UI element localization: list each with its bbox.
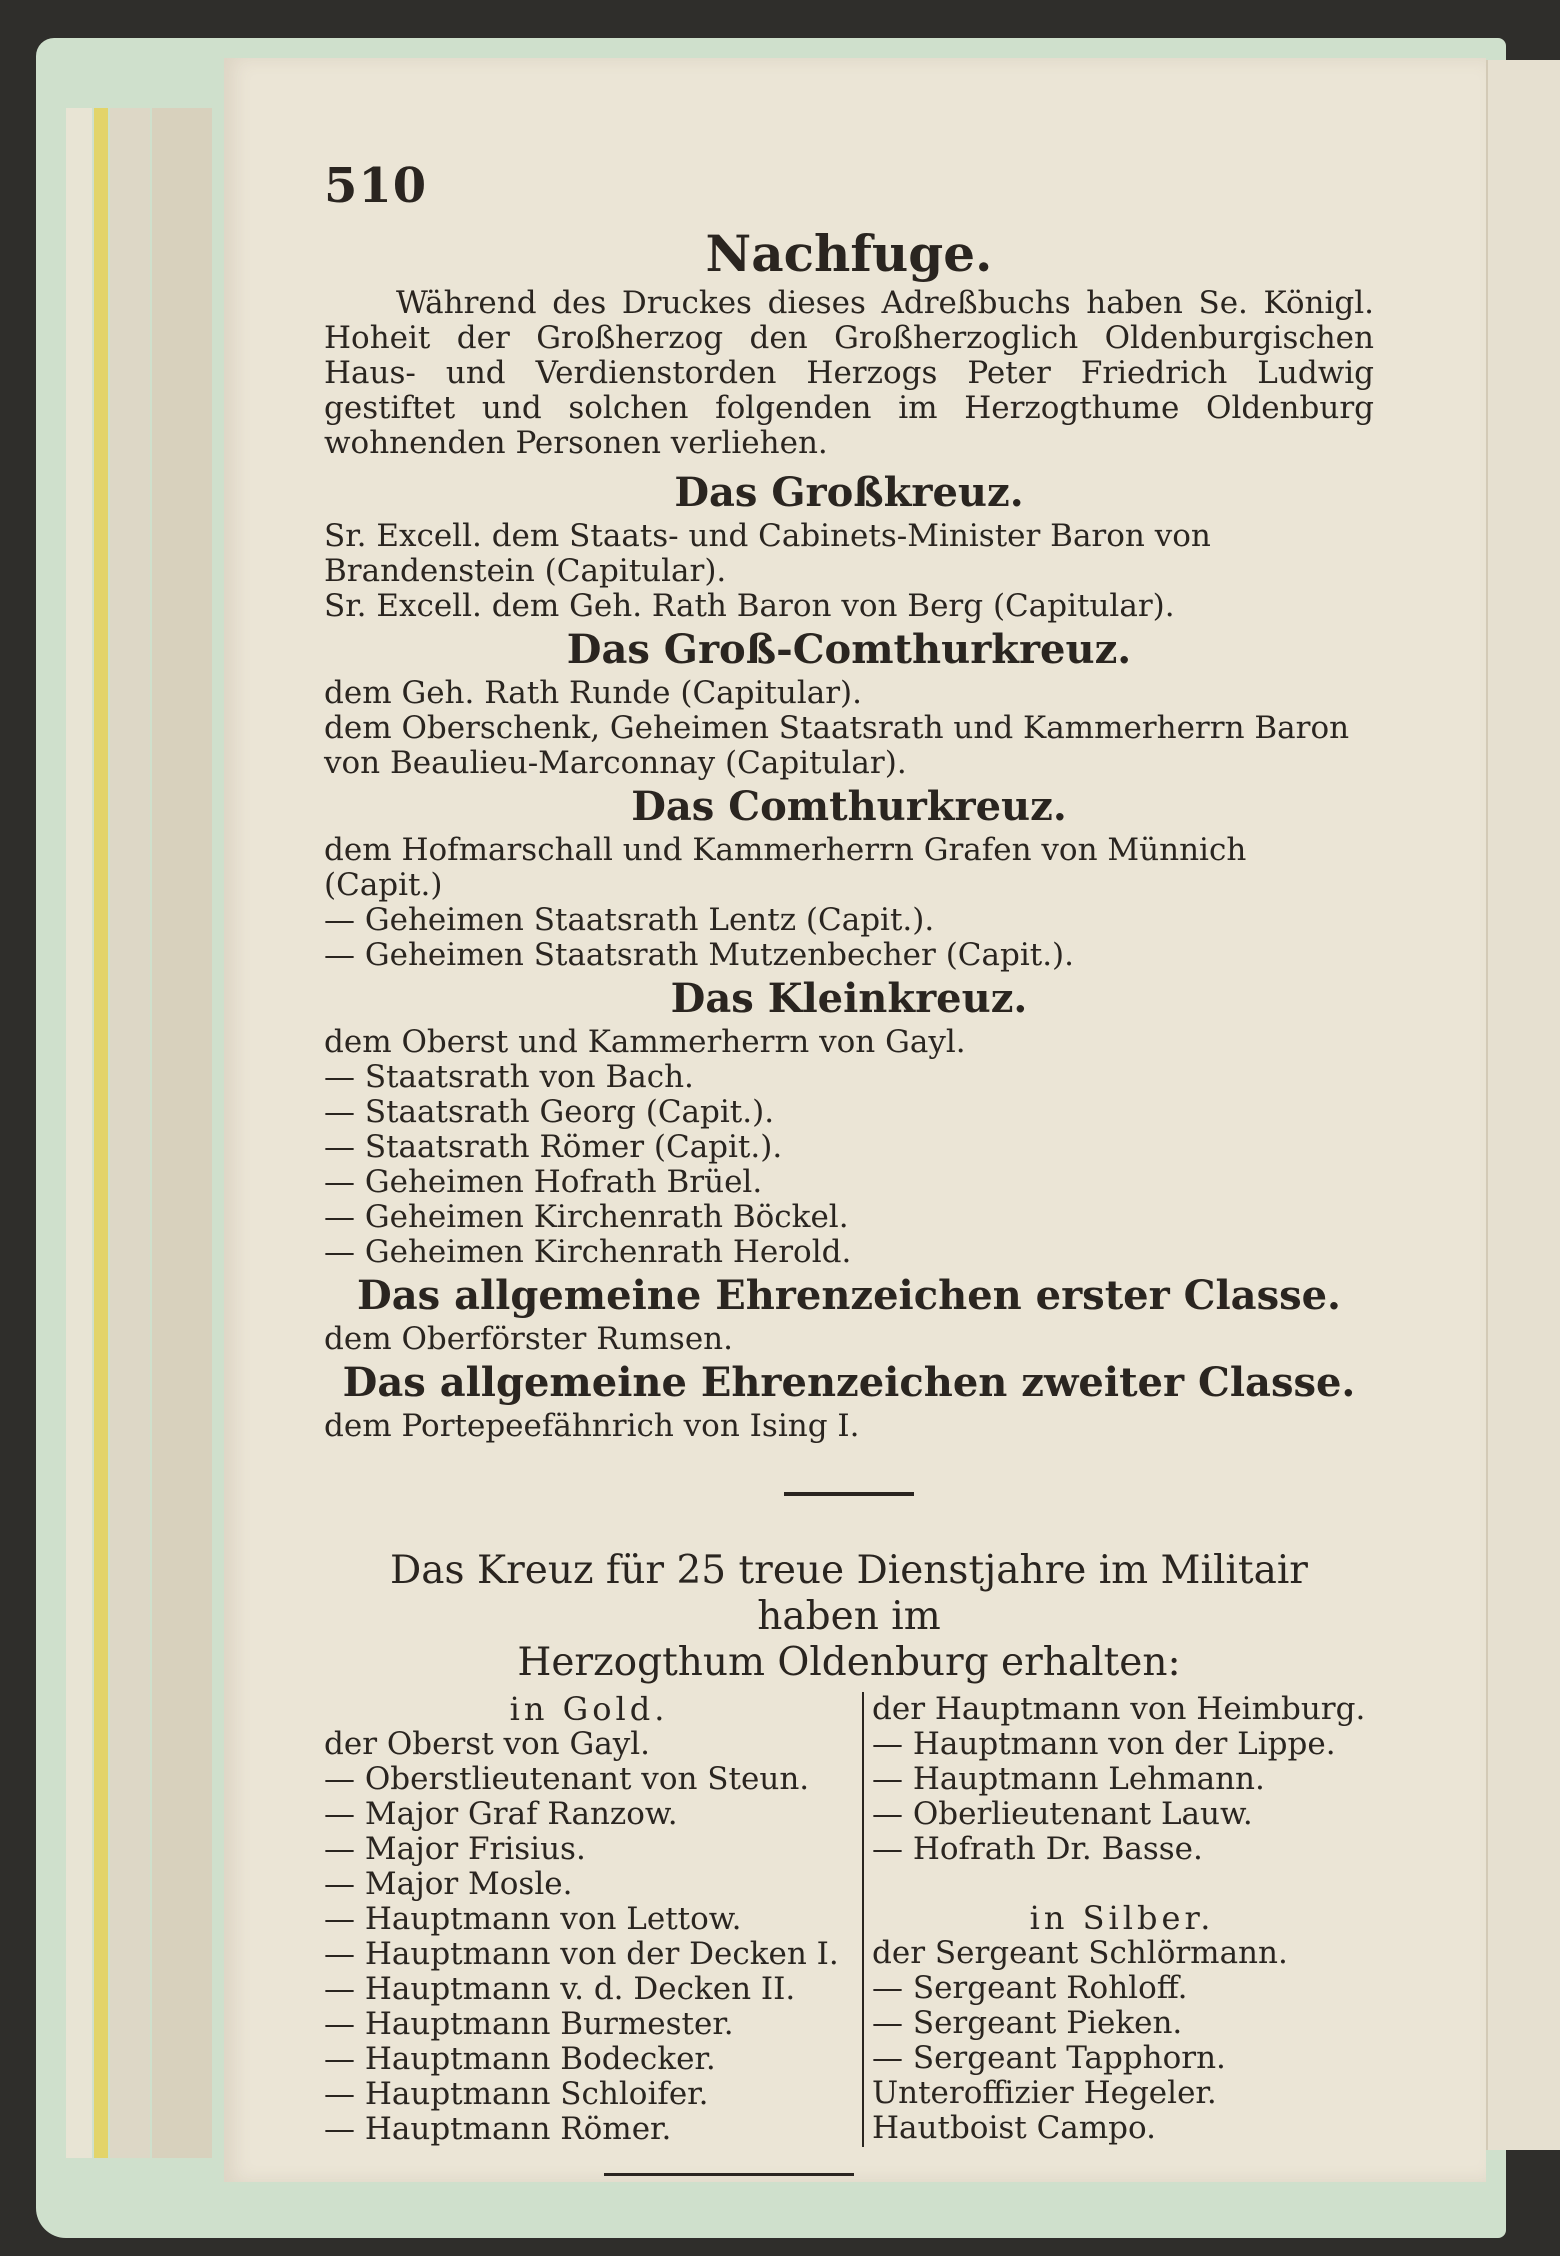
gold-recipient: — Hauptmann von Lettow. [324,1901,742,1937]
section-heading: Das Großkreuz. [674,469,1024,516]
recipient-entry: dem Geh. Rath Runde (Capitular). [324,675,862,711]
silver-recipient: — Sergeant Rohloff. [872,1970,1188,2006]
gold-recipient: — Hauptmann von der Decken I. [324,1936,839,1972]
gold-list-left [324,1727,854,2147]
recipient-entry: — Geheimen Kirchenrath Herold. [324,1234,852,1270]
kreuz-heading-line-1: Das Kreuz für 25 treue Dienstjahre im Militair haben im [390,1548,1308,1639]
order-sections [324,467,1374,1444]
intro-paragraph: Während des Druckes dieses Adreßbuchs haben Se. Königl. Hoheit der Großherzog den Großherzoglich Oldenburgischen Haus- und Verdienstorden Herzogs Peter Friedrich Ludwig gestiftet und solchen folgenden im Herzogthume Oldenburg wohnenden Personen verliehen. [324,285,1374,461]
gold-subheading: in Gold. [509,1690,669,1728]
recipient-entry: dem Oberschenk, Geheimen Staatsrath und Kammerherrn Baron von Beaulieu-Marconnay (Capitular). [324,710,1350,781]
gold-recipient: — Hauptmann von der Lippe. [872,1726,1336,1762]
gold-recipient: — Hofrath Dr. Basse. [872,1831,1203,1867]
recipient-entry: — Staatsrath von Bach. [324,1059,694,1095]
page-title: Nachfuge. [705,224,993,283]
recipient-entry: Sr. Excell. dem Geh. Rath Baron von Berg (Capitular). [324,588,1175,624]
recipient-entry: Sr. Excell. dem Staats- und Cabinets-Minister Baron von Brandenstein (Capitular). [324,518,1211,589]
recipient-entry: dem Portepeefähnrich von Ising I. [324,1408,860,1444]
section-heading: Das Kleinkreuz. [670,975,1028,1022]
silver-subheading: in Silber. [1029,1899,1215,1937]
recipient-entry: — Staatsrath Römer (Capit.). [324,1129,783,1165]
page-edge-stack [110,108,150,2158]
silver-recipient: Unteroffizier Hegeler. [872,2075,1217,2111]
gold-recipient: der Oberst von Gayl. [324,1726,651,1762]
gold-recipient: — Hauptmann Römer. [324,2111,672,2147]
recipient-entry: dem Oberst und Kammerherrn von Gayl. [324,1024,966,1060]
gold-recipient: — Major Graf Ranzow. [324,1796,678,1832]
recipient-entry: — Geheimen Staatsrath Mutzenbecher (Capit.). [324,937,1075,973]
page-edge-stack [152,108,212,2158]
kreuz-heading-line-2: Herzogthum Oldenburg erhalten: [517,1640,1181,1685]
gold-recipient: der Hauptmann von Heimburg. [872,1691,1366,1727]
gold-recipient: — Major Mosle. [324,1866,573,1902]
gold-list-right [872,1692,1372,1867]
yellow-page-edge [94,108,108,2158]
section-heading: Das Groß-Comthurkreuz. [566,626,1132,673]
recipient-entry: — Geheimen Staatsrath Lentz (Capit.). [324,902,935,938]
page-content [324,224,1374,2176]
book-page [224,58,1486,2182]
gold-recipient: — Hauptmann Burmester. [324,2006,734,2042]
facing-page [1486,60,1560,2150]
gold-recipient: — Oberstlieutenant von Steun. [324,1761,810,1797]
section-heading: Das allgemeine Ehrenzeichen erster Classe. [357,1272,1341,1319]
recipient-entry: — Geheimen Kirchenrath Böckel. [324,1199,849,1235]
page-edge-stack [66,108,92,2158]
section-heading: Das allgemeine Ehrenzeichen zweiter Classe. [342,1359,1356,1406]
recipient-columns [324,1692,1374,2147]
recipient-entry: — Geheimen Hofrath Brüel. [324,1164,763,1200]
silver-recipient: der Sergeant Schlörmann. [872,1935,1288,1971]
section-divider [784,1492,914,1496]
silver-list [872,1936,1372,2146]
recipient-entry: dem Oberförster Rumsen. [324,1321,733,1357]
silver-recipient: — Sergeant Pieken. [872,2005,1183,2041]
gold-column-right [862,1692,1372,2147]
section-heading: Das Comthurkreuz. [631,783,1067,830]
silver-recipient: — Sergeant Tapphorn. [872,2040,1226,2076]
recipient-entry: — Staatsrath Georg (Capit.). [324,1094,775,1130]
gold-recipient: — Hauptmann Lehmann. [872,1761,1265,1797]
silver-recipient: Hautboist Campo. [872,2110,1156,2146]
gold-recipient: — Hauptmann Bodecker. [324,2041,716,2077]
gold-recipient: — Major Frisius. [324,1831,586,1867]
recipient-entry: dem Hofmarschall und Kammerherrn Grafen von Münnich (Capit.) [324,832,1247,903]
gold-recipient: — Hauptmann v. d. Decken II. [324,1971,796,2007]
gold-recipient: — Hauptmann Schloifer. [324,2076,709,2112]
column-spacer [872,1867,1372,1901]
closing-rule [604,2173,854,2176]
gold-recipient: — Oberlieutenant Lauw. [872,1796,1253,1832]
page-number: 510 [324,158,428,214]
gold-column-left [324,1692,862,2147]
